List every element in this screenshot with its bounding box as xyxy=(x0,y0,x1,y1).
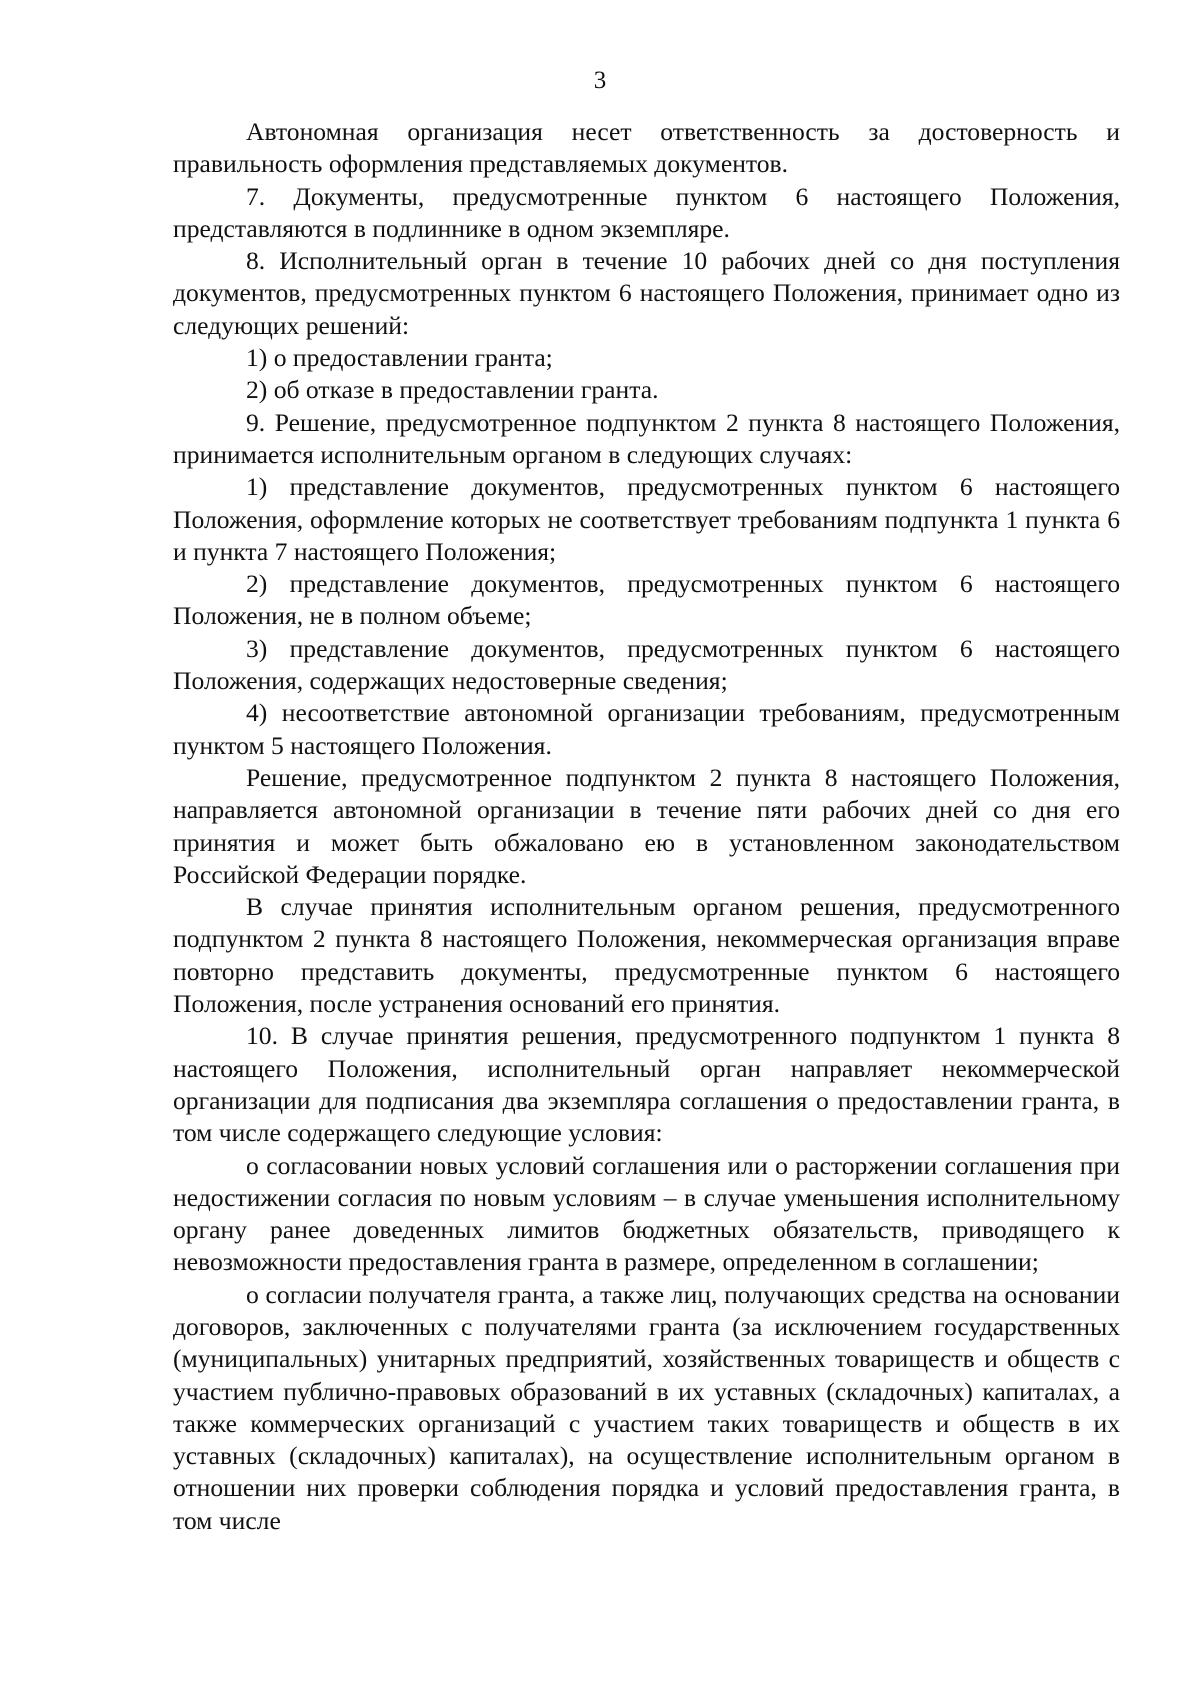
paragraph-condition-new-terms: о согласовании новых условий соглашения или о расторжении соглашения при недостижении согласия по новым условиям – в случае уменьшения исполнительному органу ранее доведенных лимитов бюджетных обязательств, приводящего к невозможности предоставления гранта в размере, определенном в соглашении; xyxy=(173,1150,1120,1277)
paragraph-item-8-sub-1: 1) о предоставлении гранта; xyxy=(246,343,553,373)
document-body xyxy=(173,116,1120,1537)
paragraph-item-8-sub-2: 2) об отказе в предоставлении гранта. xyxy=(246,375,659,405)
paragraph-item-7: 7. Документы, предусмотренные пунктом 6 настоящего Положения, представляются в подлиннике в одном экземпляре. xyxy=(173,181,1120,243)
paragraph-item-8: 8. Исполнительный орган в течение 10 рабочих дней со дня поступления документов, предусмотренных пунктом 6 настоящего Положения, принимает одно из следующих решений: xyxy=(173,246,1120,340)
paragraph-item-9-sub-1: 1) представление документов, предусмотренных пунктом 6 настоящего Положения, оформление которых не соответствует требованиям подпункта 1 пункта 6 и пункта 7 настоящего Положения; xyxy=(173,472,1120,566)
paragraph-responsibility: Автономная организация несет ответственность за достоверность и правильность оформления представляемых документов. xyxy=(173,117,1120,179)
paragraph-condition-consent: о согласии получателя гранта, а также лиц, получающих средства на основании договоров, заключенных с получателями гранта (за исключением государственных (муниципальных) унитарных предприятий, хозяйственных товариществ и обществ с участием публично-правовых образований в их уставных (складочных) капиталах, а также коммерческих организаций с участием таких товариществ и обществ в их уставных (складочных) капиталах), на осуществление исполнительным органом в отношении них проверки соблюдения порядка и условий предоставления гранта, в том числе xyxy=(173,1279,1120,1535)
paragraph-item-9-sub-4: 4) несоответствие автономной организации требованиям, предусмотренным пунктом 5 настоящего Положения. xyxy=(173,698,1120,760)
paragraph-item-9-sub-3: 3) представление документов, предусмотренных пунктом 6 настоящего Положения, содержащих недостоверные сведения; xyxy=(173,633,1120,696)
paragraph-refusal-notice: Решение, предусмотренное подпунктом 2 пункта 8 настоящего Положения, направляется автономной организации в течение пяти рабочих дней со дня его принятия и может быть обжаловано ею в установленном законодательством Российской Федерации порядке. xyxy=(173,762,1120,889)
paragraph-item-9-sub-2: 2) представление документов, предусмотренных пунктом 6 настоящего Положения, не в полном объеме; xyxy=(173,569,1120,631)
page-number: 3 xyxy=(593,67,607,94)
paragraph-item-10: 10. В случае принятия решения, предусмотренного подпунктом 1 пункта 8 настоящего Положения, исполнительный орган направляет некоммерческой организации для подписания два экземпляра соглашения о предоставлении гранта, в том числе содержащего следующие условия: xyxy=(173,1021,1120,1148)
paragraph-resubmission: В случае принятия исполнительным органом решения, предусмотренного подпунктом 2 пункта 8 настоящего Положения, некоммерческая организация вправе повторно представить документы, предусмотренные пунктом 6 настоящего Положения, после устранения оснований его принятия. xyxy=(173,892,1120,1019)
paragraph-item-9: 9. Решение, предусмотренное подпунктом 2 пункта 8 настоящего Положения, принимается исполнительным органом в следующих случаях: xyxy=(173,407,1120,469)
